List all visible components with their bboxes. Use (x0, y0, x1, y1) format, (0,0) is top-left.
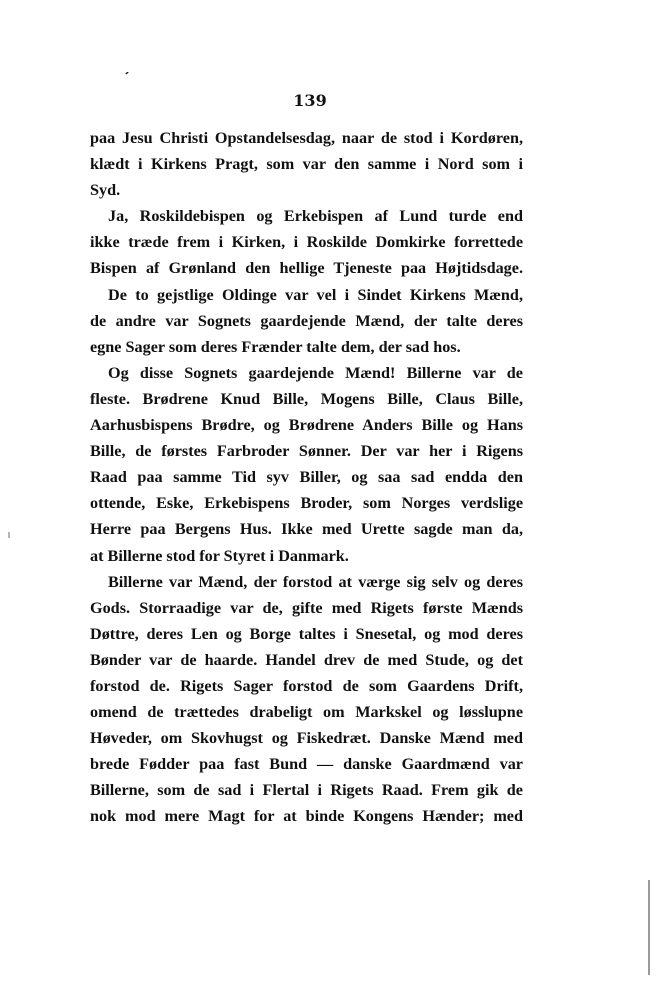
text-line: Døttre, deres Len og Borge taltes i Snesetal, og mod deres (90, 624, 523, 643)
text-line: omend de trættedes drabeligt om Markskel og løsslupne (90, 703, 523, 722)
tick-mark: ′ (121, 69, 130, 87)
text-line: Herre paa Bergens Hus. Ikke med Urette sagde man da, (90, 520, 523, 539)
scan-speck (8, 532, 10, 538)
scan-edge-mark (648, 880, 650, 975)
text-line: Billerne var Mænd, der forstod at værge sig selv og deres (108, 572, 523, 591)
text-line: forstod de. Rigets Sager forstod de som Gaardens Drift, (90, 676, 523, 695)
text-line: at Billerne stod for Styret i Danmark. (90, 546, 349, 565)
text-line: nok mod mere Magt for at binde Kongens Hænder; med (90, 807, 523, 826)
text-line: egne Sager som deres Frænder talte dem, der sad hos. (90, 337, 461, 356)
text-line: Aarhusbispens Brødre, og Brødrene Anders Bille og Hans (90, 416, 523, 435)
text-line: Høveder, om Skovhugst og Fiskedræt. Danske Mænd med (90, 729, 523, 748)
text-line: fleste. Brødrene Knud Bille, Mogens Bille, Claus Bille, (90, 389, 523, 408)
text-line: Ja, Roskildebispen og Erkebispen af Lund turde end (108, 207, 523, 226)
text-line: ottende, Eske, Erkebispens Broder, som Norges verdslige (90, 494, 523, 513)
text-line: klædt i Kirkens Pragt, som var den samme i Nord som i (90, 155, 523, 174)
text-line: Bille, de førstes Farbroder Sønner. Der var her i Rigens (90, 442, 523, 461)
text-line: Gods. Storraadige var de, gifte med Rigets første Mænds (90, 598, 523, 617)
page-number: 139 (293, 91, 327, 110)
text-line: paa Jesu Christi Opstandelsesdag, naar de stod i Kordøren, (90, 129, 523, 147)
text-line: Og disse Sognets gaardejende Mænd! Billerne var de (108, 363, 523, 382)
text-line: Bønder var de haarde. Handel drev de med Stude, og det (90, 650, 523, 669)
text-line: Billerne, som de sad i Flertal i Rigets Raad. Frem gik de (90, 781, 523, 800)
text-line: brede Fødder paa fast Bund — danske Gaardmænd var (90, 755, 523, 774)
body-text (90, 125, 523, 830)
text-line: Raad paa samme Tid syv Biller, og saa sad endda den (90, 468, 523, 487)
text-line: Bispen af Grønland den hellige Tjeneste paa Højtidsdage. (90, 259, 523, 278)
text-line: de andre var Sognets gaardejende Mænd, der talte deres (90, 311, 523, 330)
text-line: ikke træde frem i Kirken, i Roskilde Domkirke forrettede (90, 233, 523, 252)
text-line: Syd. (90, 181, 121, 200)
text-line: De to gejstlige Oldinge var vel i Sindet Kirkens Mænd, (108, 285, 523, 304)
